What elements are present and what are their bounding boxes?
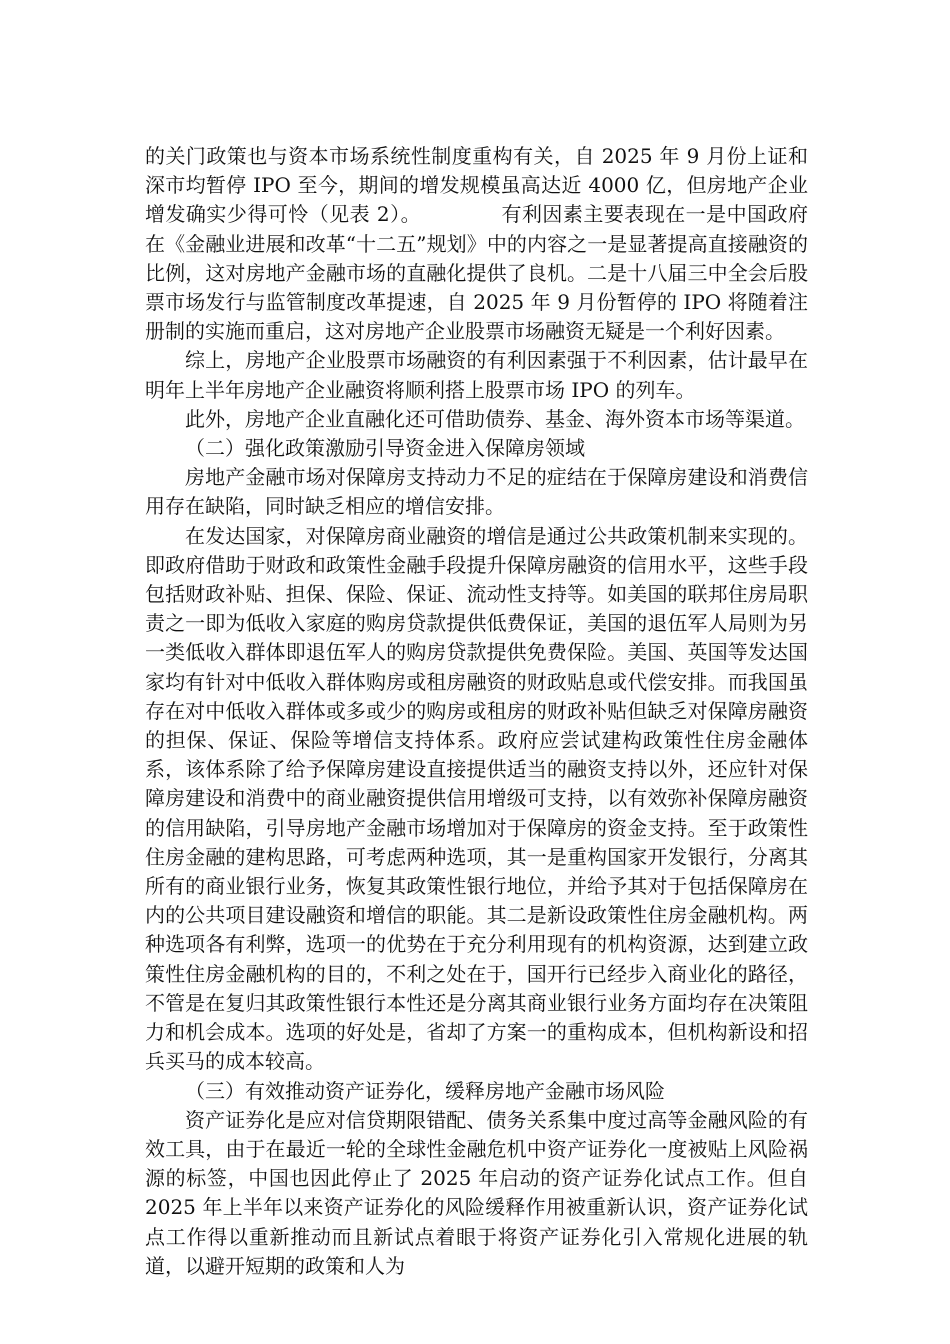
paragraph-1	[145, 142, 808, 346]
paragraph-3: 此外，房地产企业直融化还可借助债券、基金、海外资本市场等渠道。	[185, 406, 805, 431]
paragraph-4: 房地产金融市场对保障房支持动力不足的症结在于保障房建设和消费信用存在缺陷，同时缺乏相应的增信安排。	[145, 465, 808, 519]
document-body	[145, 142, 808, 1281]
paragraph-2: 综上，房地产企业股票市场融资的有利因素强于不利因素，估计最早在明年上半年房地产企业融资将顺利搭上股票市场 IPO 的列车。	[145, 348, 808, 402]
paragraph-1-part-b: 有利因素主要表现在一是中国政府在《金融业进展和改革“十二五”规划》中的内容之一是显著提高直接融资的比例，这对房地产金融市场的直融化提供了良机。二是十八届三中全会后股票市场发行与监管制度改革提速，自 2025 年 9 月份暂停的 IPO 将随着注册制的实施而重启，这对房地产企业股票市场融资无疑是一个利好因素。	[145, 202, 808, 344]
paragraph-1-part-a: 的关门政策也与资本市场系统性制度重构有关，自 2025 年 9 月份上证和深市均暂停 IPO 至今，期间的增发规模虽高达近 4000 亿，但房地产企业增发确实少得可怜（见表 2）。	[145, 144, 808, 227]
section-heading-3: （三）有效推动资产证券化，缓释房地产金融市场风险	[185, 1078, 665, 1103]
paragraph-5: 在发达国家，对保障房商业融资的增信是通过公共政策机制来实现的。即政府借助于财政和政策性金融手段提升保障房融资的信用水平，这些手段包括财政补贴、担保、保险、保证、流动性支持等。如美国的联邦住房局职责之一即为低收入家庭的购房贷款提供低费保证，美国的退伍军人局则为另一类低收入群体即退伍军人的购房贷款提供免费保险。美国、英国等发达国家均有针对中低收入群体购房或租房融资的财政贴息或代偿安排。而我国虽存在对中低收入群体或多或少的购房或租房的财政补贴但缺乏对保障房融资的担保、保证、保险等增信支持体系。政府应尝试建构政策性住房金融体系，该体系除了给予保障房建设直接提供适当的融资支持以外，还应针对保障房建设和消费中的商业融资提供信用增级可支持，以有效弥补保障房融资的信用缺陷，引导房地产金融市场增加对于保障房的资金支持。至于政策性住房金融的建构思路，可考虑两种选项，其一是重构国家开发银行，分离其所有的商业银行业务，恢复其政策性银行地位，并给予其对于包括保障房在内的公共项目建设融资和增信的职能。其二是新设政策性住房金融机构。两种选项各有利弊，选项一的优势在于充分利用现有的机构资源，达到建立政策性住房金融机构的目的，不利之处在于，国开行已经步入商业化的路径，不管是在复归其政策性银行本性还是分离其商业银行业务方面均存在决策阻力和机会成本。选项的好处是，省却了方案一的重构成本，但机构新设和招兵买马的成本较高。	[145, 523, 808, 1074]
section-heading-2: （二）强化政策激励引导资金进入保障房领域	[185, 436, 585, 461]
paragraph-6: 资产证券化是应对信贷期限错配、债务关系集中度过高等金融风险的有效工具，由于在最近一轮的全球性金融危机中资产证券化一度被贴上风险祸源的标签，中国也因此停止了 2025 年启动的资产证券化试点工作。但自 2025 年上半年以来资产证券化的风险缓释作用被重新认识，资产证券化试点工作得以重新推动而且新试点着眼于将资产证券化引入常规化进展的轨道，以避开短期的政策和人为	[145, 1107, 808, 1278]
